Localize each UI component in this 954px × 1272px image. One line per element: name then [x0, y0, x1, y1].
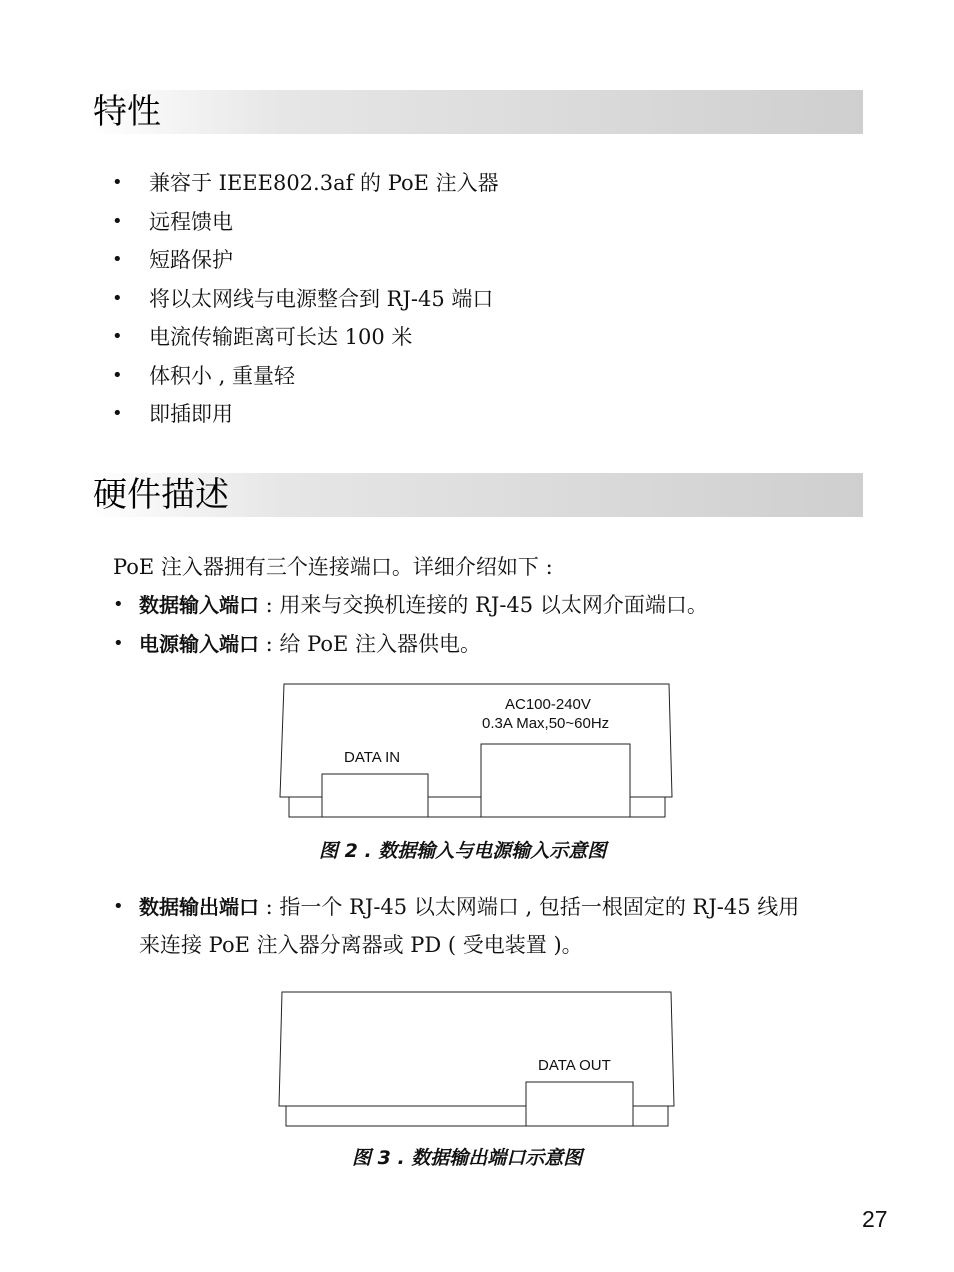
features-list — [112, 164, 499, 434]
port-label: 数据输出端口 — [139, 895, 259, 919]
list-item — [112, 395, 499, 434]
power-current-label: 0.3A Max,50~60Hz — [482, 715, 610, 732]
bullet-icon: • — [112, 403, 123, 424]
list-item — [112, 280, 499, 319]
features-title: 特性 — [93, 92, 161, 132]
feature-text: 兼容于 IEEE802.3af 的 PoE 注入器 — [149, 171, 499, 195]
list-item — [112, 164, 499, 203]
feature-text: 即插即用 — [149, 402, 233, 426]
port-description — [139, 590, 708, 620]
list-item — [112, 203, 499, 242]
figure-2-caption: 图 2 . 数据输入与电源输入示意图 — [319, 840, 607, 862]
bullet-icon: • — [112, 172, 123, 193]
feature-text: 将以太网线与电源整合到 RJ-45 端口 — [149, 286, 494, 311]
hardware-section-header — [91, 473, 863, 517]
features-section-header — [91, 90, 863, 134]
bullet-icon: • — [112, 249, 123, 270]
bullet-icon: • — [112, 210, 123, 232]
output-port-description-cont: 来连接 PoE 注入器分离器或 PD ( 受电装置 )。 — [139, 933, 583, 957]
feature-text: 远程馈电 — [149, 209, 233, 234]
data-out-diagram — [276, 988, 680, 1130]
figure-3-caption: 图 3 . 数据输出端口示意图 — [352, 1147, 583, 1169]
data-out-label: DATA OUT — [538, 1057, 611, 1074]
list-item — [112, 357, 499, 396]
hardware-intro: PoE 注入器拥有三个连接端口。详细介绍如下 : — [113, 555, 553, 579]
power-rating-label: AC100-240V — [505, 696, 591, 713]
hardware-title: 硬件描述 — [93, 475, 229, 515]
port-description — [139, 629, 481, 659]
port-desc: : 给 PoE 注入器供电。 — [259, 632, 482, 656]
power-port — [481, 744, 630, 817]
data-out-port — [526, 1082, 633, 1126]
bullet-icon: • — [113, 633, 124, 654]
data-in-power-diagram — [276, 680, 676, 822]
list-item — [112, 241, 499, 280]
port-desc: : 用来与交换机连接的 RJ-45 以太网介面端口。 — [259, 593, 708, 617]
bullet-icon: • — [112, 326, 123, 347]
page-number: 27 — [862, 1206, 888, 1232]
data-in-port — [322, 774, 428, 817]
output-port-description — [139, 892, 799, 922]
data-in-label: DATA IN — [344, 749, 401, 766]
bullet-icon: • — [112, 364, 123, 386]
feature-text: 短路保护 — [149, 248, 233, 272]
feature-text: 体积小 , 重量轻 — [149, 363, 296, 388]
port-desc: : 指一个 RJ-45 以太网端口 , 包括一根固定的 RJ-45 线用 — [259, 895, 800, 919]
bullet-icon: • — [113, 896, 124, 917]
bullet-icon: • — [113, 594, 124, 615]
port-label: 数据输入端口 — [139, 593, 259, 617]
feature-text: 电流传输距离可长达 100 米 — [149, 325, 413, 349]
bullet-icon: • — [112, 287, 123, 309]
port-label: 电源输入端口 — [139, 632, 259, 656]
list-item — [112, 318, 499, 357]
